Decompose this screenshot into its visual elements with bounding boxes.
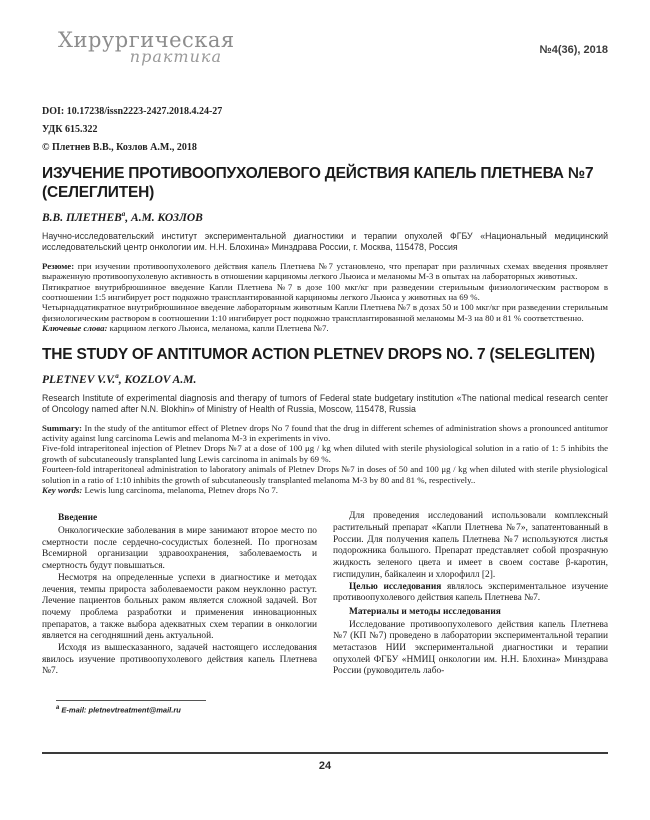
abstract-ru-paragraph: Четырнадцатикратное внутрибрюшинное введение лабораторным животным Капли Плетнева №7 в дозах 50 и 100 мкг/кг при разведении стерильным физиологическим раствором в соотношении 1:10 ингибирует рост подкожно трансплантированной меланомы М-3 на 80 и 81 % соответственно.: [42, 302, 608, 323]
author-ru-2: , А.М. КОЗЛОВ: [125, 211, 203, 224]
abstract-ru-text-1: при изучении противоопухолевого действия капель Плетнева №7 установлено, что препарат при различных схемах введения проявляет выраженную противоопухолевую активность в отношении карциномы легкого Льюиса и меланомы М-3 в опытах на лабораторных животных.: [42, 260, 608, 282]
body-columns: [42, 511, 608, 716]
journal-logo-line1: Хирургическая: [58, 28, 235, 52]
body-paragraph: Для проведения исследований использовали комплексный растительный препарат «Капли Плетнева №7», запатентованный в России. Для получения капель Плетнева №7 используются листья подорожника большого. Препарат представляет собой прозрачную жидкость зеленого цвета и имеет в своем составе β-каротин, гиспидулин, байкалеин и хлорофилл [2].: [333, 511, 608, 580]
journal-logo-line2: практика: [129, 47, 222, 66]
abstract-ru-label: Резюме:: [42, 260, 75, 271]
body-paragraph: Исследование противоопухолевого действия капель Плетнева №7 (КП №7) проведено в лаборатории экспериментальной терапии метастазов НИИ экспериментальной диагностики и терапии опухолей ФГБУ «НМИЦ онкологии им. Н.Н. Блохина» Минздрава России (руководитель лабо-: [333, 619, 608, 677]
author-en-affil-mark: a: [115, 371, 119, 380]
footnote-mark: a: [56, 705, 60, 712]
udk-line: УДК 615.322: [42, 124, 98, 135]
summary-en-paragraph: [42, 423, 608, 444]
author-en-1: PLETNEV V.V.: [42, 373, 116, 386]
author-ru-affil-mark: а: [121, 210, 126, 218]
authors-en: [42, 372, 608, 386]
summary-en: [42, 423, 608, 496]
aim-text: являлось экспериментальное изучение противоопухолевого действия капель Плетнева №7.: [333, 581, 608, 604]
affiliation-ru: Научно-исследовательский институт экспериментальной диагностики и терапии опухолей ФГБУ «Национальный медицинский исследовательский центр онкологии им. Н.Н. Блохина» Минздрава России, г. Москва, 115478, Россия: [42, 230, 608, 252]
copyright-line: © Плетнев В.В., Козлов А.М., 2018: [42, 142, 197, 153]
column-right: [333, 511, 608, 716]
journal-logo: [58, 28, 235, 66]
issue-number: №4(36), 2018: [539, 44, 608, 56]
summary-en-paragraph: Five-fold intraperitoneal injection of Pletnev Drops №7 at a dose of 100 μg / kg when diluted with sterile physiological solution in a ratio of 1: 5 inhibits the growth of subcutaneously transplanted lung Lewis carcinoma in animals by 69 %.: [42, 443, 608, 464]
body-paragraph: Несмотря на определенные успехи в диагностике и методах лечения, темпы прироста заболеваемости раком неуклонно растут. Лечение пациентов больных раком является сложной задачей. Вот почему проблема разработки и применения инновационных препаратов, а также выбора адекватных схем терапии в онкологии является на сегодняшний день актуальной.: [42, 572, 317, 642]
body-paragraph: Исходя из вышесказанного, задачей настоящего исследования явилось изучение противоопухолевого действия капель Плетнева №7.: [42, 643, 317, 677]
author-ru-1: В.В. ПЛЕТНЕВ: [42, 211, 122, 224]
author-en-2: , KOZLOV A.M.: [118, 373, 197, 386]
affiliation-en: Research Institute of experimental diagnosis and therapy of tumors of Federal state budgetary institution «The national medical research center of Oncology named after N.N. Blokhin» of Ministry of Health of Russia, Moscow, 115478, Russia: [42, 392, 608, 414]
footer-rule: [42, 752, 608, 772]
keywords-ru: [42, 323, 608, 333]
footnote-email: [56, 700, 206, 716]
section-heading-materials: Материалы и методы исследования: [349, 606, 501, 617]
article-title-en: THE STUDY OF ANTITUMOR ACTION PLETNEV DROPS NO. 7 (SELEGLITEN): [42, 345, 595, 363]
keywords-ru-text: карцином легкого Льюиса, меланома, капли Плетнева №7.: [107, 323, 329, 334]
summary-en-text-1: In the study of the antitumor effect of Pletnev drops No 7 found that the drug in different schemes of administration shows a pronounced antitumor activity against lung carcinoma Lewis and melanoma M-3 in experiments in vivo.: [42, 422, 608, 443]
doi-line: DOI: 10.17238/issn2223-2427.2018.4.24-27: [42, 106, 223, 117]
body-paragraph: Онкологические заболевания в мире занимают второе место по смертности после сердечно-сосудистых болезней. По прогнозам Всемирной организации здравоохранения, заболеваемость и смертность будут повышаться.: [42, 526, 317, 572]
abstract-ru-paragraph: Пятикратное внутрибрюшинное введение Капли Плетнева №7 в дозе 100 мкг/кг при разведении стерильным физиологическим раствором в соотношении 1:5 ингибирует рост подкожно трансплантированной карциномы легкого Льюиса у животных на 69 %.: [42, 281, 608, 303]
summary-en-paragraph: Fourteen-fold intraperitoneal administration to laboratory animals of Pletnev Drops №7 in doses of 50 and 100 μg / kg when diluted with sterile physiological solution in a ratio of 1:10 inhibits the growth of subcutaneously transplanted melanoma M-3 by 80 and 81 %, respectively..: [42, 464, 608, 485]
section-heading-introduction: Введение: [58, 513, 98, 524]
aim-lead: Целью исследования: [349, 581, 442, 592]
page-header: [0, 28, 650, 80]
authors-ru: [42, 210, 608, 224]
article-title-ru: ИЗУЧЕНИЕ ПРОТИВООПУХОЛЕВОГО ДЕЙСТВИЯ КАПЕЛЬ ПЛЕТНЕВА №7 (СЕЛЕГЛИТЕН): [42, 165, 594, 201]
summary-en-label: Summary:: [42, 422, 83, 433]
page-number: 24: [318, 760, 332, 772]
article-meta: [42, 106, 608, 153]
keywords-en-label: Key words:: [42, 484, 83, 495]
footnote-text: E-mail: pletnevtreatment@mail.ru: [59, 705, 181, 715]
keywords-ru-label: Ключевые слова:: [42, 323, 108, 334]
abstract-ru-paragraph: [42, 261, 608, 282]
keywords-en: [42, 485, 608, 495]
column-left: [42, 511, 317, 716]
body-paragraph-aim: [333, 582, 608, 605]
abstract-ru: [42, 261, 608, 334]
keywords-en-text: Lewis lung carcinoma, melanoma, Pletnev drops No 7.: [82, 484, 279, 495]
